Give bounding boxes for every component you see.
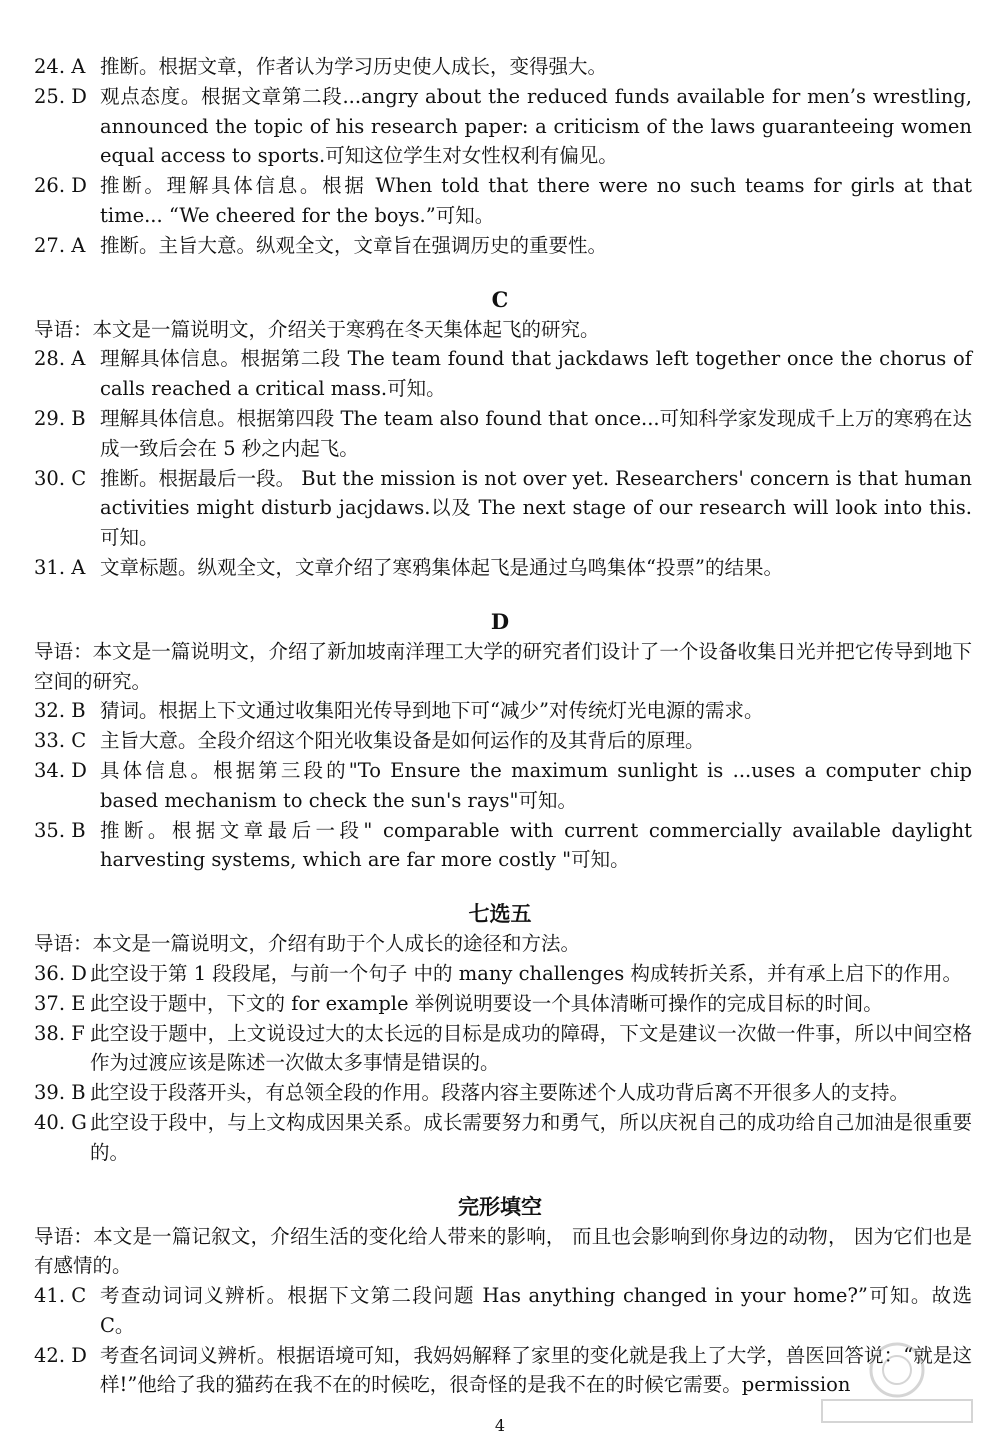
answer-number: 40. G — [34, 1110, 87, 1134]
answer-key-page — [0, 52, 1000, 1400]
answer-number: 38. F — [34, 1021, 85, 1045]
answer-item — [0, 553, 1000, 583]
section-seven-choose-five — [0, 899, 1000, 1167]
answer-item — [0, 464, 1000, 553]
page-number: 4 — [494, 1416, 506, 1435]
answer-item — [0, 959, 1000, 989]
answer-explanation: 具体信息。根据第三段的"To Ensure the maximum sunlight is ...uses a computer chip based mechanism to check the sun's rays"可知。 — [100, 758, 972, 812]
answer-number: 28. A — [34, 347, 86, 371]
section-intro: 导语：本文是一篇说明文，介绍关于寒鸦在冬天集体起飞的研究。 — [34, 317, 600, 341]
answer-explanation: 推断。根据最后一段。 But the mission is not over yet. Researchers' concern is that human activities might disturb jacjdaws.以及 The next stage of our research will look into this.可知。 — [100, 466, 972, 550]
answer-number: 26. D — [34, 174, 87, 198]
section-b-items — [0, 52, 1000, 261]
answer-explanation: 理解具体信息。根据第二段 The team found that jackdaws left together once the chorus of calls reached a critical mass.可知。 — [100, 347, 972, 401]
section-heading: 完形填空 — [458, 1193, 542, 1219]
answer-number: 39. B — [34, 1081, 86, 1105]
answer-number: 29. B — [34, 406, 86, 430]
answer-number: 34. D — [34, 758, 87, 782]
answer-explanation: 理解具体信息。根据第四段 The team also found that once...可知科学家发现成千上万的寒鸦在达成一致后会在 5 秒之内起飞。 — [100, 406, 972, 460]
answer-number: 36. D — [34, 961, 87, 985]
answer-number: 41. C — [34, 1284, 87, 1308]
answer-explanation: 考查名词词义辨析。根据语境可知，我妈妈解释了家里的变化就是我上了大学，兽医回答说：“就是这样!”他给了我的猫药在我不在的时候吃，很奇怪的是我不在的时候它需要。permission — [100, 1343, 972, 1397]
answer-item — [0, 989, 1000, 1019]
section-heading: D — [490, 608, 510, 634]
answer-number: 37. E — [34, 991, 86, 1015]
answer-number: 35. B — [34, 818, 86, 842]
answer-item — [0, 404, 1000, 464]
answer-number: 42. D — [34, 1343, 87, 1367]
answer-explanation: 文章标题。纵观全文，文章介绍了寒鸦集体起飞是通过乌鸣集体“投票”的结果。 — [100, 555, 783, 579]
answer-item — [0, 1108, 1000, 1168]
answer-item — [0, 171, 1000, 231]
answer-number: 27. A — [34, 233, 86, 257]
answer-explanation: 推断。根据文章最后一段" comparable with current commercially available daylight harvesting systems, which are far more costly "可知。 — [100, 818, 972, 872]
answer-explanation: 此空设于题中，上文说设过大的太长远的目标是成功的障碍，下文是建议一次做一件事，所以中间空格作为过渡应该是陈述一次做太多事情是错误的。 — [90, 1021, 972, 1075]
answer-item — [0, 1078, 1000, 1108]
answer-item — [0, 696, 1000, 726]
answer-explanation: 此空设于段落开头，有总领全段的作用。段落内容主要陈述个人成功背后离不开很多人的支持。 — [90, 1081, 910, 1105]
section-c — [0, 285, 1000, 583]
section-intro: 导语：本文是一篇记叙文，介绍生活的变化给人带来的影响， 而且也会影响到你身边的动物， 因为它们也是有感情的。 — [34, 1224, 972, 1278]
answer-number: 32. B — [34, 699, 86, 723]
answer-item — [0, 816, 1000, 876]
answer-item — [0, 756, 1000, 816]
answer-explanation: 此空设于题中，下文的 for example 举例说明要设一个具体清晰可操作的完成目标的时间。 — [90, 991, 883, 1015]
answer-explanation: 猜词。根据上下文通过收集阳光传导到地下可“减少”对传统灯光电源的需求。 — [100, 699, 764, 723]
answer-number: 31. A — [34, 555, 86, 579]
answer-explanation: 推断。根据文章，作者认为学习历史使人成长，变得强大。 — [100, 55, 608, 78]
section-intro: 导语：本文是一篇说明文，介绍了新加坡南洋理工大学的研究者们设计了一个设备收集日光并把它传导到地下空间的研究。 — [34, 639, 972, 693]
section-heading: C — [491, 286, 509, 312]
section-d — [0, 607, 1000, 875]
answer-explanation: 推断。理解具体信息。根据 When told that there were no such teams for girls at that time... “We cheered for the boys.”可知。 — [100, 174, 972, 227]
answer-explanation: 推断。主旨大意。纵观全文，文章旨在强调历史的重要性。 — [100, 233, 608, 257]
section-intro: 导语：本文是一篇说明文，介绍有助于个人成长的途径和方法。 — [34, 932, 581, 956]
answer-item — [0, 1019, 1000, 1079]
watermark-logo-icon — [802, 1330, 992, 1430]
answer-number: 25. D — [34, 84, 87, 108]
section-heading: 七选五 — [468, 901, 532, 927]
answer-number: 30. C — [34, 466, 87, 490]
answer-item — [0, 726, 1000, 756]
answer-number: 33. C — [34, 729, 87, 753]
answer-item — [0, 82, 1000, 171]
answer-item — [0, 52, 1000, 82]
answer-explanation: 观点态度。根据文章第二段...angry about the reduced funds available for men’s wrestling, announced the topic of his research paper: a criticism of the laws guaranteeing women equal access to sports.可知这位学生对女性权利有偏见。 — [100, 84, 972, 168]
answer-explanation: 此空设于段中，与上文构成因果关系。成长需要努力和勇气，所以庆祝自己的成功给自己加油是很重要的。 — [90, 1110, 972, 1164]
answer-item — [0, 344, 1000, 404]
answer-explanation: 考查动词词义辨析。根据下文第二段问题 Has anything changed in your home?”可知。故选 C。 — [100, 1284, 972, 1337]
answer-item — [0, 231, 1000, 261]
answer-explanation: 此空设于第 1 段段尾，与前一个句子 中的 many challenges 构成转折关系，并有承上启下的作用。 — [90, 961, 962, 985]
answer-explanation: 主旨大意。全段介绍这个阳光收集设备是如何运作的及其背后的原理。 — [100, 729, 705, 753]
answer-number: 24. A — [34, 55, 86, 78]
